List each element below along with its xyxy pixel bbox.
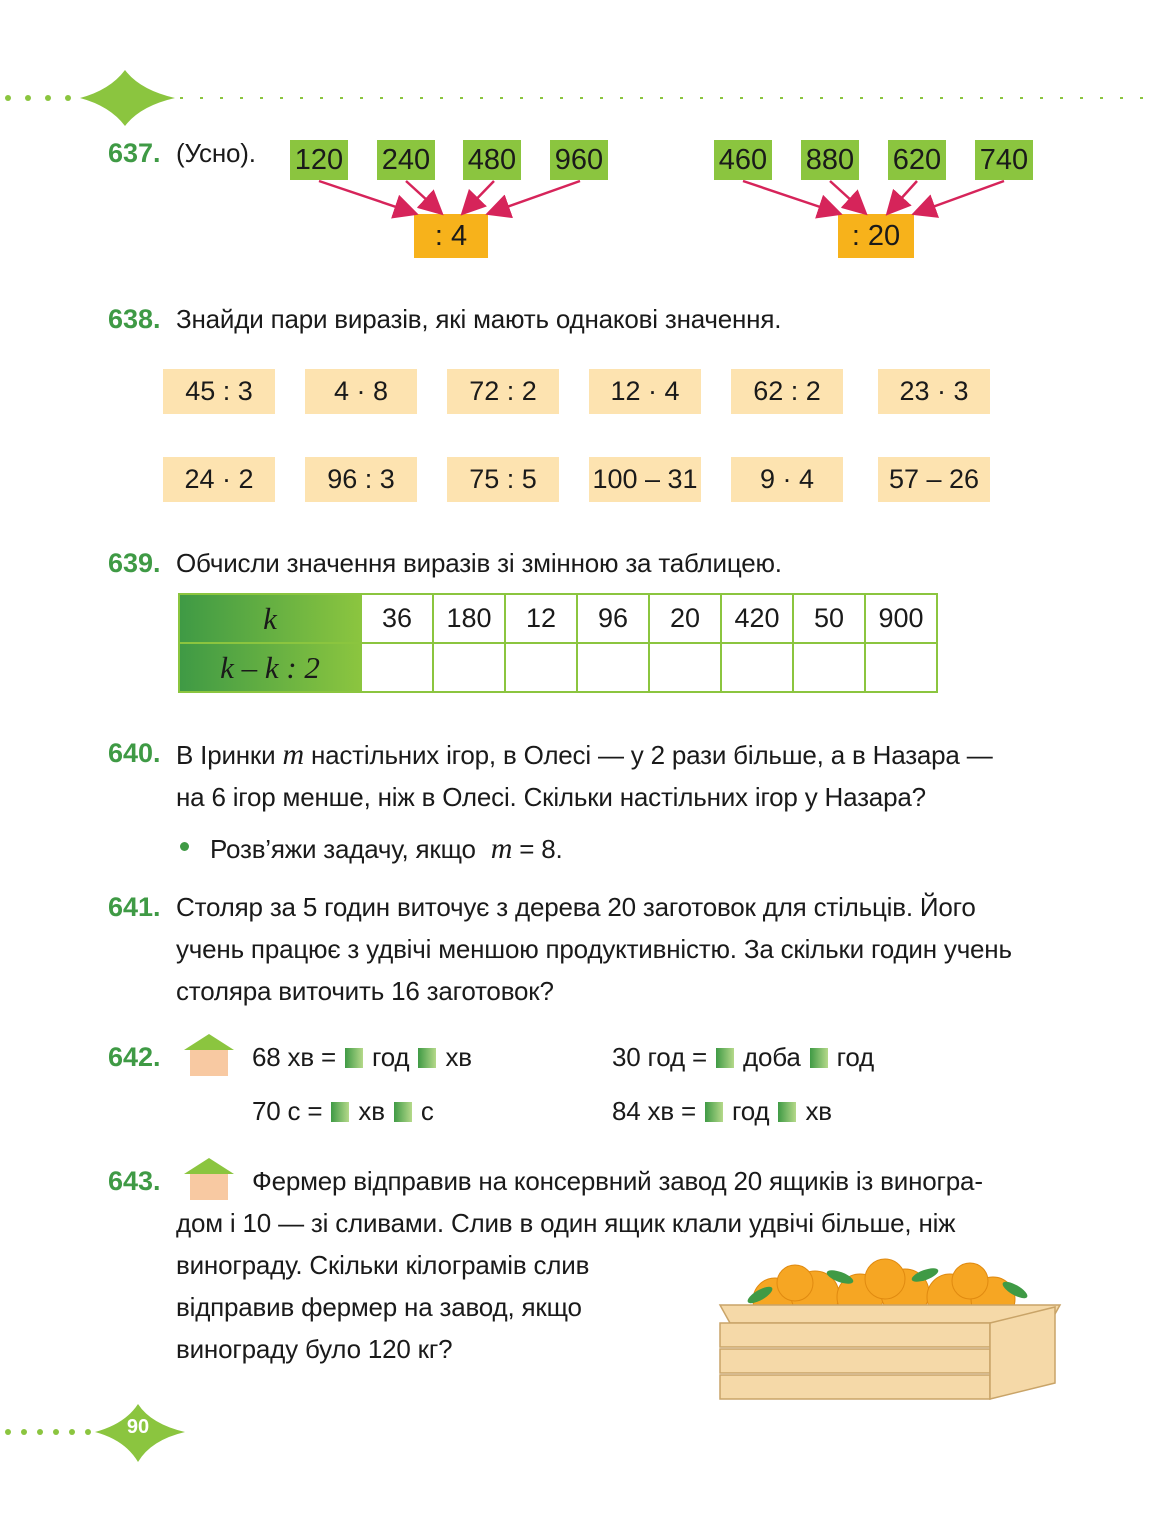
exercise-643-line1: Фермер відправив на консервний завод 20 ящиків із виногра- — [252, 1166, 983, 1196]
number-box: 120 — [290, 140, 348, 180]
exercise-642-c — [252, 1096, 434, 1127]
bullet-icon — [180, 842, 189, 851]
number-box: 460 — [714, 140, 772, 180]
text-segment: настільних ігор, в Олесі — у 2 рази більше, а в Назара — — [310, 740, 993, 770]
exercise-643-line2: дом і 10 — зі сливами. Слив в один ящик клали удвічі більше, ніж — [176, 1208, 956, 1238]
blank-square-icon — [705, 1102, 723, 1122]
number-box: 240 — [377, 140, 435, 180]
exercise-640-line2: на 6 ігор менше, ніж в Олесі. Скільки настільних ігор у Назара? — [176, 782, 926, 812]
text-segment: 70 с = — [252, 1096, 323, 1126]
table-cell-empty — [361, 643, 433, 692]
text-segment: хв — [445, 1042, 472, 1072]
text-segment: Розв’яжи задачу, якщо — [210, 834, 476, 864]
exercise-643-line5: винограду було 120 кг? — [176, 1334, 453, 1364]
expression-box: 24 · 2 — [163, 457, 275, 502]
number-box: 880 — [801, 140, 859, 180]
table-cell: 20 — [649, 594, 721, 643]
number-box: 620 — [888, 140, 946, 180]
variable-m: m — [282, 738, 304, 771]
number-box: 960 — [550, 140, 608, 180]
text-segment: = 8. — [519, 834, 563, 864]
text-segment: год — [372, 1042, 410, 1072]
blank-square-icon — [394, 1102, 412, 1122]
table-cell: 36 — [361, 594, 433, 643]
expression-box: 45 : 3 — [163, 369, 275, 414]
house-icon — [180, 1154, 238, 1202]
exercise-641-line3: столяра виточить 16 заготовок? — [176, 976, 554, 1006]
exercise-639-text: Обчисли значення виразів зі змінною за таблицею. — [176, 548, 782, 578]
table-cell: 50 — [793, 594, 865, 643]
text-segment: 84 хв = — [612, 1096, 696, 1126]
exercise-640-bullet — [210, 832, 563, 866]
fruit-crate-illustration — [715, 1255, 1065, 1403]
table-cell: 96 — [577, 594, 649, 643]
operation-box: : 20 — [838, 214, 914, 258]
table-cell-empty — [433, 643, 505, 692]
text-segment: с — [420, 1096, 434, 1126]
table-header-expression: k – k : 2 — [179, 643, 361, 692]
exercise-641-line2: учень працює з удвічі меншою продуктивністю. За скільки годин учень — [176, 934, 1012, 964]
page-number: 90 — [126, 1416, 150, 1438]
table-cell-empty — [721, 643, 793, 692]
blank-square-icon — [716, 1048, 734, 1068]
expression-box: 9 · 4 — [731, 457, 843, 502]
table-cell: 900 — [865, 594, 937, 643]
exercise-643-line4: відправив фермер на завод, якщо — [176, 1292, 582, 1322]
blank-square-icon — [418, 1048, 436, 1068]
exercise-641-line1: Столяр за 5 годин виточує з дерева 20 заготовок для стільців. Його — [176, 892, 976, 922]
expression-box: 96 : 3 — [305, 457, 417, 502]
text-segment: В Іринки — [176, 740, 276, 770]
table-cell: 180 — [433, 594, 505, 643]
exercise-638-number: 638. — [108, 304, 161, 334]
blank-square-icon — [345, 1048, 363, 1068]
table-cell-empty — [577, 643, 649, 692]
arrows — [0, 0, 1162, 260]
house-icon — [180, 1030, 238, 1078]
expression-box: 12 · 4 — [589, 369, 701, 414]
table-cell: 420 — [721, 594, 793, 643]
variable-table — [178, 593, 938, 693]
exercise-638-text: Знайди пари виразів, які мають однакові значення. — [176, 304, 782, 334]
operation-box: : 4 — [414, 214, 488, 258]
exercise-642-a — [252, 1042, 472, 1073]
table-header-k: k — [179, 594, 361, 643]
expression-box: 75 : 5 — [447, 457, 559, 502]
expression-box: 23 · 3 — [878, 369, 990, 414]
exercise-637-number: 637. — [108, 138, 161, 168]
table-cell-empty — [865, 643, 937, 692]
number-box: 740 — [975, 140, 1033, 180]
blank-square-icon — [778, 1102, 796, 1122]
table-cell: 12 — [505, 594, 577, 643]
exercise-640-number: 640. — [108, 738, 161, 768]
exercise-642-d — [612, 1096, 832, 1127]
table-cell-empty — [793, 643, 865, 692]
expression-box: 100 – 31 — [589, 457, 701, 502]
text-segment: хв — [805, 1096, 832, 1126]
exercise-643-line3: винограду. Скільки кілограмів слив — [176, 1250, 590, 1280]
table-cell-empty — [649, 643, 721, 692]
text-segment: год — [836, 1042, 875, 1072]
exercise-640-line1 — [176, 738, 993, 772]
number-box: 480 — [463, 140, 521, 180]
expression-box: 4 · 8 — [305, 369, 417, 414]
exercise-639-number: 639. — [108, 548, 161, 578]
blank-square-icon — [331, 1102, 349, 1122]
blank-square-icon — [810, 1048, 828, 1068]
text-segment: хв — [358, 1096, 385, 1126]
text-segment: 30 год = — [612, 1042, 707, 1072]
exercise-637-text: (Усно). — [176, 138, 256, 168]
exercise-642-number: 642. — [108, 1042, 161, 1072]
text-segment: год — [732, 1096, 770, 1126]
table-cell-empty — [505, 643, 577, 692]
expression-box: 72 : 2 — [447, 369, 559, 414]
expression-box: 62 : 2 — [731, 369, 843, 414]
variable-m: m — [490, 832, 513, 865]
exercise-643-number: 643. — [108, 1166, 161, 1196]
exercise-642-b — [612, 1042, 874, 1073]
expression-box: 57 – 26 — [878, 457, 990, 502]
text-segment: доба — [743, 1042, 801, 1072]
exercise-641-number: 641. — [108, 892, 161, 922]
text-segment: 68 хв = — [252, 1042, 336, 1072]
bottom-decoration — [0, 1400, 200, 1470]
